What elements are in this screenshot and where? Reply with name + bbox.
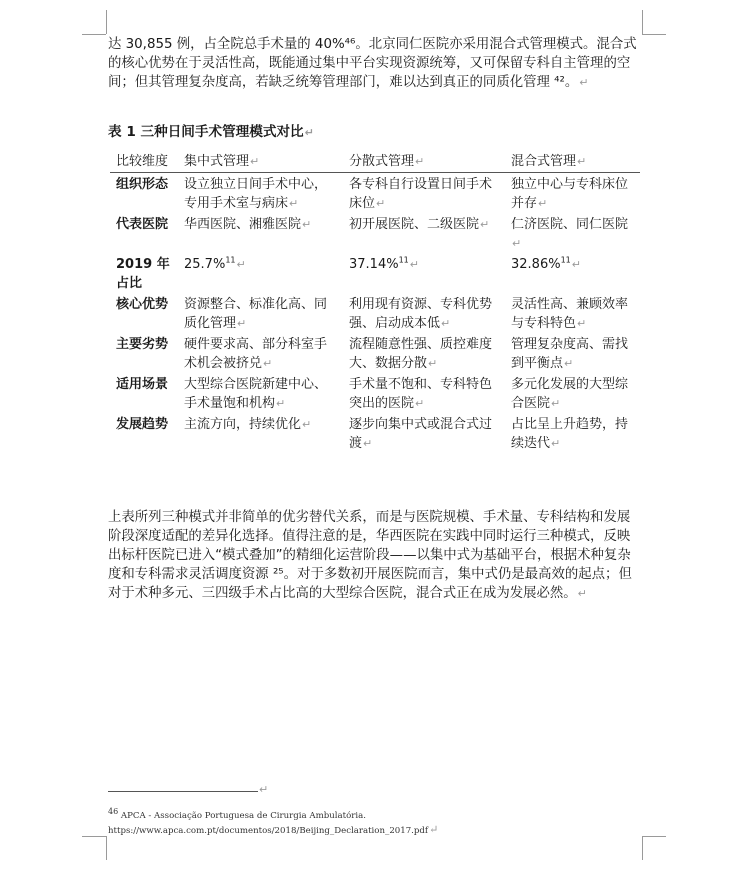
paragraph-mark-icon: ↵	[579, 76, 589, 89]
table-cell-hybrid[interactable]: 占比呈上升趋势，持续迭代↵	[511, 417, 629, 451]
cell-mark-icon: ↵	[551, 397, 561, 410]
body-paragraph-2[interactable]	[108, 508, 643, 603]
cell-mark-icon: ↵	[512, 237, 522, 250]
cell-mark-icon: ↵	[250, 155, 260, 168]
crop-mark-bottom-left	[82, 836, 106, 837]
crop-mark-top-right	[642, 10, 643, 34]
table-header-row	[110, 152, 640, 173]
cell-mark-icon: ↵	[538, 197, 548, 210]
row-label-cell[interactable]: 核心优势	[116, 297, 169, 312]
paragraph-mark-icon: ↵	[429, 823, 439, 836]
cell-mark-icon: ↵	[263, 357, 273, 370]
cell-mark-icon: ↵	[302, 418, 312, 431]
table-cell-hybrid[interactable]: 仁济医院、同仁医院↵	[511, 217, 629, 250]
table-row	[110, 295, 640, 335]
crop-mark-top-left	[106, 10, 107, 34]
row-label-cell[interactable]: 主要劣势	[116, 337, 169, 352]
table-cell-distributed[interactable]: 初开展医院、二级医院↵	[349, 217, 490, 232]
cell-mark-icon: ↵	[415, 155, 425, 168]
cell-mark-icon: ↵	[236, 258, 246, 271]
table-cell-distributed[interactable]: 37.14%$^{11}$↵	[349, 255, 419, 272]
row-label-cell[interactable]: 代表医院	[116, 217, 169, 232]
crop-mark-bottom-left	[106, 836, 107, 860]
table-row	[110, 173, 640, 216]
citation-superscript: 11	[225, 255, 236, 265]
table-cell-hybrid[interactable]: 管理复杂度高、需找到平衡点↵	[511, 337, 629, 371]
header-cell-distributed[interactable]: 分散式管理↵	[343, 152, 505, 173]
cell-mark-icon: ↵	[409, 258, 419, 271]
table-cell-central[interactable]: 硬件要求高、部分科室手术机会被挤兑↵	[184, 337, 328, 371]
header-cell-hybrid[interactable]: 混合式管理↵	[505, 152, 640, 173]
footnote-number: 46	[108, 807, 119, 817]
row-label-cell[interactable]: 2019 年占比	[116, 257, 170, 291]
cell-mark-icon: ↵	[577, 155, 587, 168]
row-label-cell[interactable]: 适用场景	[116, 377, 169, 392]
footnote-url[interactable]: https://www.apca.com.pt/documentos/2018/Beijing_Declaration_2017.pdf	[108, 826, 429, 836]
paragraph-mark-icon: ↵	[577, 587, 587, 600]
table-caption[interactable]	[108, 122, 314, 143]
cell-mark-icon: ↵	[276, 397, 286, 410]
row-label-cell[interactable]: 组织形态	[116, 177, 169, 192]
cell-mark-icon: ↵	[415, 397, 425, 410]
table-cell-hybrid[interactable]: 多元化发展的大型综合医院↵	[511, 377, 629, 411]
citation-superscript: 11	[398, 255, 409, 265]
table-cell-distributed[interactable]: 手术量不饱和、专科特色突出的医院↵	[349, 377, 493, 411]
cell-mark-icon: ↵	[564, 357, 574, 370]
table-cell-hybrid[interactable]: 32.86%$^{11}$↵	[511, 255, 581, 272]
crop-mark-top-right	[642, 34, 666, 35]
table-cell-central[interactable]: 设立独立日间手术中心，专用手术室与病床↵	[184, 177, 328, 211]
comparison-table	[110, 152, 640, 455]
header-cell-dimension[interactable]: 比较维度	[110, 152, 178, 173]
citation-superscript: 11	[560, 255, 571, 265]
row-label-cell[interactable]: 发展趋势	[116, 417, 169, 432]
footnote[interactable]	[108, 807, 648, 838]
footnote-line-2	[108, 823, 648, 838]
cell-mark-icon: ↵	[571, 258, 581, 271]
paragraph-1-text: 达 30,855 例，占全院总手术量的 40%⁴⁶。北京同仁医院亦采用混合式管理模式。混合式的核心优势在于灵活性高，既能通过集中平台实现资源统筹，又可保留专科自主管理的空间；但其管理复杂度高，若缺乏统筹管理部门，难以达到真正的同质化管理 ⁴²。	[108, 37, 637, 90]
cell-mark-icon: ↵	[289, 197, 299, 210]
table-row	[110, 415, 640, 455]
table-row	[110, 215, 640, 255]
paragraph-2-text: 上表所列三种模式并非简单的优劣替代关系，而是与医院规模、手术量、专科结构和发展阶段深度适配的差异化选择。值得注意的是，华西医院在实践中同时运行三种模式，反映出标杆医院已进入“模式叠加”的精细化运营阶段——以集中式为基础平台，根据术种复杂度和专科需求灵活调度资源 ²⁵。对于多数初开展医院而言，集中式仍是最高效的起点；但对于术种多元、三四级手术占比高的大型综合医院，混合式正在成为发展必然。	[108, 510, 632, 601]
cell-mark-icon: ↵	[363, 437, 373, 450]
crop-mark-bottom-right	[642, 836, 643, 860]
table-cell-hybrid[interactable]: 灵活性高、兼顾效率与专科特色↵	[511, 297, 629, 331]
cell-mark-icon: ↵	[480, 218, 490, 231]
table-cell-distributed[interactable]: 各专科自行设置日间手术床位↵	[349, 177, 493, 211]
cell-mark-icon: ↵	[551, 437, 561, 450]
cell-mark-icon: ↵	[302, 218, 312, 231]
table-cell-central[interactable]: 25.7%$^{11}$↵	[184, 255, 246, 272]
crop-mark-top-left	[82, 34, 106, 35]
table-row	[110, 375, 640, 415]
body-paragraph-1[interactable]	[108, 35, 643, 92]
paragraph-mark-icon: ↵	[259, 783, 269, 796]
table-cell-distributed[interactable]: 逐步向集中式或混合式过渡↵	[349, 417, 493, 451]
cell-mark-icon: ↵	[376, 197, 386, 210]
cell-mark-icon: ↵	[428, 357, 438, 370]
table-caption-text: 表 1 三种日间手术管理模式对比	[108, 124, 304, 140]
table-cell-hybrid[interactable]: 独立中心与专科床位并存↵	[511, 177, 629, 211]
table-row	[110, 255, 640, 295]
paragraph-mark-icon: ↵	[304, 126, 314, 139]
footnote-separator	[108, 791, 258, 792]
table-cell-central[interactable]: 资源整合、标准化高、同质化管理↵	[184, 297, 328, 331]
table-cell-central[interactable]: 大型综合医院新建中心、手术量饱和机构↵	[184, 377, 328, 411]
table-cell-distributed[interactable]: 流程随意性强、质控难度大、数据分散↵	[349, 337, 493, 371]
cell-mark-icon: ↵	[237, 317, 247, 330]
table-cell-central[interactable]: 主流方向，持续优化↵	[184, 417, 312, 432]
cell-mark-icon: ↵	[577, 317, 587, 330]
table-row	[110, 335, 640, 375]
table-cell-central[interactable]: 华西医院、湘雅医院↵	[184, 217, 312, 232]
footnote-line-1: 46 APCA - Associação Portuguesa de Cirurgia Ambulatória.	[108, 807, 366, 821]
header-cell-central[interactable]: 集中式管理↵	[178, 152, 343, 173]
cell-mark-icon: ↵	[441, 317, 451, 330]
table-cell-distributed[interactable]: 利用现有资源、专科优势强、启动成本低↵	[349, 297, 493, 331]
